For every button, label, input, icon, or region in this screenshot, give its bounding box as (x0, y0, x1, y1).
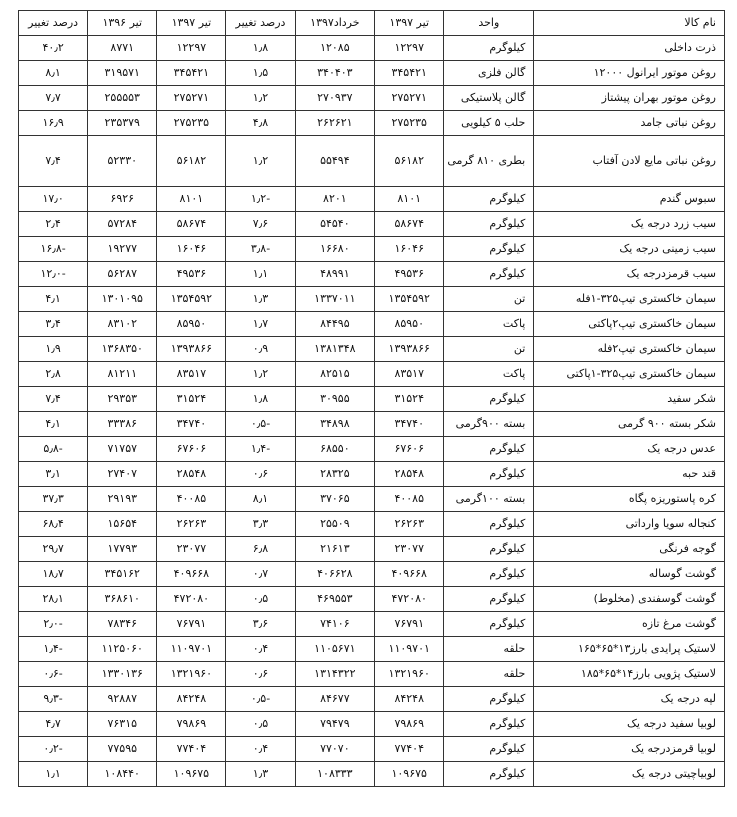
cell-monthly-change: ۳٫۶ (226, 612, 295, 637)
cell-yearly-change: ۴٫۱ (19, 287, 88, 312)
cell-price-khordad-1397: ۵۵۴۹۴ (295, 136, 375, 187)
cell-yearly-change: -۵٫۸ (19, 437, 88, 462)
cell-item-name: شکر بسته ۹۰۰ گرمی (534, 412, 725, 437)
cell-price-tir-1397-b: ۱۰۹۶۷۵ (157, 762, 226, 787)
cell-item-name: لاستیک پرایدی بارز۱۳*۶۵*۱۶۵ (534, 637, 725, 662)
header-item-name: نام کالا (534, 11, 725, 36)
cell-price-tir-1397: ۲۷۵۲۳۵ (375, 111, 444, 136)
cell-price-tir-1397-b: ۸۱۰۱ (157, 187, 226, 212)
cell-price-tir-1396: ۷۱۷۵۷ (88, 437, 157, 462)
cell-price-khordad-1397: ۸۴۶۷۷ (295, 687, 375, 712)
cell-price-tir-1397-b: ۱۲۲۹۷ (157, 36, 226, 61)
cell-price-tir-1397: ۸۵۹۵۰ (375, 312, 444, 337)
cell-price-tir-1397-b: ۷۶۷۹۱ (157, 612, 226, 637)
cell-price-tir-1397-b: ۷۹۸۶۹ (157, 712, 226, 737)
cell-item-name: لپه درجه یک (534, 687, 725, 712)
cell-item-name: عدس درجه یک (534, 437, 725, 462)
cell-price-tir-1397: ۸۴۲۴۸ (375, 687, 444, 712)
cell-unit: کیلوگرم (444, 462, 534, 487)
cell-price-tir-1396: ۲۹۱۹۳ (88, 487, 157, 512)
cell-monthly-change: ۱٫۸ (226, 36, 295, 61)
cell-price-khordad-1397: ۸۲۰۱ (295, 187, 375, 212)
cell-price-tir-1397: ۱۳۹۳۸۶۶ (375, 337, 444, 362)
cell-unit: پاکت (444, 312, 534, 337)
cell-price-tir-1396: ۹۲۸۸۷ (88, 687, 157, 712)
cell-price-tir-1396: ۱۷۷۹۳ (88, 537, 157, 562)
cell-price-khordad-1397: ۵۴۵۴۰ (295, 212, 375, 237)
cell-item-name: سیب زمینی درجه یک (534, 237, 725, 262)
cell-yearly-change: -۰٫۲ (19, 737, 88, 762)
header-monthly-change: درصد تغییر (226, 11, 295, 36)
table-row (19, 287, 725, 312)
cell-unit: کیلوگرم (444, 387, 534, 412)
cell-monthly-change: ۱٫۲ (226, 86, 295, 111)
cell-monthly-change: ۰٫۵ (226, 712, 295, 737)
cell-price-tir-1397: ۲۳۰۷۷ (375, 537, 444, 562)
cell-price-tir-1396: ۱۱۲۵۰۶۰ (88, 637, 157, 662)
cell-yearly-change: -۱۶٫۸ (19, 237, 88, 262)
cell-price-tir-1397: ۵۶۱۸۲ (375, 136, 444, 187)
cell-price-khordad-1397: ۷۴۱۰۶ (295, 612, 375, 637)
cell-price-tir-1397-b: ۲۷۵۲۷۱ (157, 86, 226, 111)
table-row (19, 387, 725, 412)
cell-unit: کیلوگرم (444, 712, 534, 737)
cell-unit: کیلوگرم (444, 237, 534, 262)
cell-yearly-change: ۱۶٫۹ (19, 111, 88, 136)
cell-price-tir-1397-b: ۱۱۰۹۷۰۱ (157, 637, 226, 662)
table-row (19, 537, 725, 562)
cell-price-tir-1396: ۲۷۴۰۷ (88, 462, 157, 487)
cell-item-name: کره پاستوریزه پگاه (534, 487, 725, 512)
cell-item-name: سیمان خاکستری تیپ۲فله (534, 337, 725, 362)
cell-price-tir-1396: ۱۵۶۵۴ (88, 512, 157, 537)
cell-unit: پاکت (444, 362, 534, 387)
cell-item-name: ذرت داخلی (534, 36, 725, 61)
cell-price-tir-1397-b: ۸۵۹۵۰ (157, 312, 226, 337)
cell-price-tir-1396: ۸۳۱۰۲ (88, 312, 157, 337)
cell-price-tir-1397-b: ۳۴۷۴۰ (157, 412, 226, 437)
cell-price-tir-1397-b: ۸۳۵۱۷ (157, 362, 226, 387)
cell-price-tir-1397: ۲۸۵۴۸ (375, 462, 444, 487)
cell-price-tir-1397-b: ۸۴۲۴۸ (157, 687, 226, 712)
cell-price-tir-1397: ۱۶۰۴۶ (375, 237, 444, 262)
cell-yearly-change: ۲٫۸ (19, 362, 88, 387)
cell-price-tir-1396: ۸۷۷۱ (88, 36, 157, 61)
cell-price-tir-1397-b: ۵۶۱۸۲ (157, 136, 226, 187)
cell-item-name: سبوس گندم (534, 187, 725, 212)
table-row (19, 437, 725, 462)
cell-unit: بسته ۱۰۰گرمی (444, 487, 534, 512)
cell-price-tir-1396: ۱۳۶۸۳۵۰ (88, 337, 157, 362)
cell-yearly-change: ۳٫۴ (19, 312, 88, 337)
cell-price-tir-1396: ۷۷۵۹۵ (88, 737, 157, 762)
cell-item-name: روغن موتور بهران پیشتاز (534, 86, 725, 111)
cell-monthly-change: ۱٫۳ (226, 287, 295, 312)
table-row (19, 187, 725, 212)
cell-price-tir-1397-b: ۳۱۵۲۴ (157, 387, 226, 412)
price-table-container (18, 10, 725, 787)
cell-price-tir-1396: ۵۲۳۳۰ (88, 136, 157, 187)
cell-price-tir-1397: ۱۲۲۹۷ (375, 36, 444, 61)
cell-price-tir-1397-b: ۳۴۵۴۲۱ (157, 61, 226, 86)
cell-unit: گالن پلاستیکی (444, 86, 534, 111)
cell-price-tir-1396: ۱۳۳۰۱۳۶ (88, 662, 157, 687)
cell-item-name: سیب قرمزدرجه یک (534, 262, 725, 287)
cell-price-tir-1397-b: ۵۸۶۷۴ (157, 212, 226, 237)
cell-yearly-change: ۴۰٫۲ (19, 36, 88, 61)
table-row (19, 212, 725, 237)
cell-monthly-change: ۶٫۸ (226, 537, 295, 562)
cell-price-tir-1397-b: ۱۳۲۱۹۶۰ (157, 662, 226, 687)
cell-yearly-change: ۴٫۱ (19, 412, 88, 437)
cell-unit: کیلوگرم (444, 262, 534, 287)
table-row (19, 111, 725, 136)
cell-price-tir-1397-b: ۴۷۲۰۸۰ (157, 587, 226, 612)
table-row (19, 262, 725, 287)
cell-price-tir-1397: ۴۷۲۰۸۰ (375, 587, 444, 612)
table-row (19, 712, 725, 737)
cell-price-tir-1397: ۴۰۰۸۵ (375, 487, 444, 512)
cell-item-name: شکر سفید (534, 387, 725, 412)
cell-unit: حلقه (444, 637, 534, 662)
cell-unit: بسته ۹۰۰گرمی (444, 412, 534, 437)
cell-unit: کیلوگرم (444, 512, 534, 537)
cell-price-tir-1396: ۸۱۲۱۱ (88, 362, 157, 387)
cell-item-name: روغن نباتی جامد (534, 111, 725, 136)
cell-yearly-change: ۱٫۹ (19, 337, 88, 362)
cell-unit: کیلوگرم (444, 562, 534, 587)
cell-monthly-change: ۰٫۷ (226, 562, 295, 587)
cell-price-khordad-1397: ۲۱۶۱۳ (295, 537, 375, 562)
cell-price-tir-1397: ۳۴۵۴۲۱ (375, 61, 444, 86)
header-tir-1397-b: تیر ۱۳۹۷ (157, 11, 226, 36)
cell-item-name: سیمان خاکستری تیپ۳۲۵-۱فله (534, 287, 725, 312)
cell-price-tir-1397-b: ۲۳۰۷۷ (157, 537, 226, 562)
cell-price-tir-1397-b: ۱۶۰۴۶ (157, 237, 226, 262)
header-row (19, 11, 725, 36)
cell-monthly-change: -۰٫۵ (226, 687, 295, 712)
cell-price-khordad-1397: ۱۳۱۴۳۲۲ (295, 662, 375, 687)
cell-price-tir-1397-b: ۲۷۵۲۳۵ (157, 111, 226, 136)
table-row (19, 562, 725, 587)
table-row (19, 687, 725, 712)
cell-monthly-change: ۰٫۶ (226, 462, 295, 487)
cell-yearly-change: ۷٫۴ (19, 387, 88, 412)
cell-price-tir-1396: ۵۶۲۸۷ (88, 262, 157, 287)
cell-price-tir-1397: ۶۷۶۰۶ (375, 437, 444, 462)
cell-monthly-change: ۱٫۷ (226, 312, 295, 337)
cell-price-tir-1396: ۲۵۵۵۵۳ (88, 86, 157, 111)
cell-price-tir-1396: ۱۰۸۴۴۰ (88, 762, 157, 787)
cell-price-tir-1397: ۲۷۵۲۷۱ (375, 86, 444, 111)
cell-yearly-change: -۲٫۰ (19, 612, 88, 637)
header-yearly-change: درصد تغییر (19, 11, 88, 36)
cell-price-tir-1397-b: ۷۷۴۰۴ (157, 737, 226, 762)
cell-monthly-change: ۳٫۳ (226, 512, 295, 537)
cell-price-tir-1397: ۳۴۷۴۰ (375, 412, 444, 437)
cell-price-tir-1396: ۳۴۵۱۶۲ (88, 562, 157, 587)
cell-yearly-change: ۷٫۷ (19, 86, 88, 111)
header-tir-1396: تیر ۱۳۹۶ (88, 11, 157, 36)
table-row (19, 36, 725, 61)
cell-yearly-change: ۶۸٫۴ (19, 512, 88, 537)
cell-item-name: گوجه فرنگی (534, 537, 725, 562)
cell-yearly-change: ۴٫۷ (19, 712, 88, 737)
table-row (19, 136, 725, 187)
cell-yearly-change: ۷٫۴ (19, 136, 88, 187)
cell-price-khordad-1397: ۳۷۰۶۵ (295, 487, 375, 512)
cell-price-tir-1396: ۵۷۲۸۴ (88, 212, 157, 237)
cell-unit: کیلوگرم (444, 587, 534, 612)
cell-price-tir-1397: ۲۶۲۶۳ (375, 512, 444, 537)
cell-price-tir-1396: ۲۳۵۳۷۹ (88, 111, 157, 136)
cell-yearly-change: ۲۹٫۷ (19, 537, 88, 562)
cell-monthly-change: ۱٫۱ (226, 262, 295, 287)
table-row (19, 612, 725, 637)
cell-price-khordad-1397: ۸۴۴۹۵ (295, 312, 375, 337)
header-tir-1397: تیر ۱۳۹۷ (375, 11, 444, 36)
cell-price-khordad-1397: ۴۰۶۶۲۸ (295, 562, 375, 587)
cell-item-name: لوبیاچیتی درجه یک (534, 762, 725, 787)
cell-price-tir-1396: ۷۸۳۴۶ (88, 612, 157, 637)
cell-monthly-change: ۱٫۲ (226, 136, 295, 187)
cell-price-tir-1397: ۵۸۶۷۴ (375, 212, 444, 237)
cell-yearly-change: ۸٫۱ (19, 61, 88, 86)
cell-yearly-change: ۱٫۱ (19, 762, 88, 787)
cell-price-khordad-1397: ۱۶۶۸۰ (295, 237, 375, 262)
cell-unit: گالن فلزی (444, 61, 534, 86)
header-khordad-1397: خرداد۱۳۹۷ (295, 11, 375, 36)
cell-monthly-change: ۰٫۵ (226, 587, 295, 612)
cell-item-name: گوشت مرغ تازه (534, 612, 725, 637)
cell-price-khordad-1397: ۳۴۸۹۸ (295, 412, 375, 437)
table-body (19, 36, 725, 787)
cell-price-khordad-1397: ۱۲۰۸۵ (295, 36, 375, 61)
price-table (18, 10, 725, 787)
cell-price-tir-1397-b: ۶۷۶۰۶ (157, 437, 226, 462)
table-row (19, 337, 725, 362)
cell-item-name: روغن نباتی مایع لادن آفتاب (534, 136, 725, 187)
cell-monthly-change: ۱٫۳ (226, 762, 295, 787)
cell-unit: حلقه (444, 662, 534, 687)
cell-price-tir-1397: ۱۳۲۱۹۶۰ (375, 662, 444, 687)
cell-price-khordad-1397: ۴۸۹۹۱ (295, 262, 375, 287)
cell-unit: کیلوگرم (444, 187, 534, 212)
table-row (19, 312, 725, 337)
cell-yearly-change: ۲۸٫۱ (19, 587, 88, 612)
table-row (19, 762, 725, 787)
cell-item-name: گوشت گوسفندی (مخلوط) (534, 587, 725, 612)
cell-item-name: لوبیا قرمزدرجه یک (534, 737, 725, 762)
cell-price-tir-1397: ۳۱۵۲۴ (375, 387, 444, 412)
cell-monthly-change: ۱٫۲ (226, 362, 295, 387)
cell-price-khordad-1397: ۴۶۹۵۵۳ (295, 587, 375, 612)
table-row (19, 512, 725, 537)
cell-item-name: سیمان خاکستری تیپ۲پاکتی (534, 312, 725, 337)
cell-item-name: لاستیک پژویی بارز۱۴*۶۵*۱۸۵ (534, 662, 725, 687)
cell-price-tir-1397: ۴۰۹۶۶۸ (375, 562, 444, 587)
cell-unit: حلب ۵ کیلویی (444, 111, 534, 136)
cell-price-tir-1396: ۱۹۲۷۷ (88, 237, 157, 262)
cell-price-tir-1396: ۶۹۲۶ (88, 187, 157, 212)
cell-price-tir-1397: ۴۹۵۳۶ (375, 262, 444, 287)
cell-price-khordad-1397: ۱۳۳۷۰۱۱ (295, 287, 375, 312)
table-row (19, 237, 725, 262)
cell-yearly-change: -۰٫۶ (19, 662, 88, 687)
cell-unit: کیلوگرم (444, 762, 534, 787)
table-row (19, 587, 725, 612)
cell-monthly-change: ۴٫۸ (226, 111, 295, 136)
table-row (19, 637, 725, 662)
table-row (19, 487, 725, 512)
cell-monthly-change: ۷٫۶ (226, 212, 295, 237)
cell-unit: کیلوگرم (444, 612, 534, 637)
cell-price-khordad-1397: ۱۱۰۵۶۷۱ (295, 637, 375, 662)
cell-unit: بطری ۸۱۰ گرمی (444, 136, 534, 187)
cell-monthly-change: ۸٫۱ (226, 487, 295, 512)
cell-price-khordad-1397: ۶۸۵۵۰ (295, 437, 375, 462)
cell-monthly-change: ۱٫۵ (226, 61, 295, 86)
cell-price-tir-1397-b: ۴۹۵۳۶ (157, 262, 226, 287)
cell-monthly-change: ۰٫۴ (226, 737, 295, 762)
cell-price-tir-1397-b: ۴۰۰۸۵ (157, 487, 226, 512)
cell-price-khordad-1397: ۱۰۸۳۳۳ (295, 762, 375, 787)
cell-price-tir-1397-b: ۱۳۹۳۸۶۶ (157, 337, 226, 362)
cell-price-tir-1397: ۱۳۵۴۵۹۲ (375, 287, 444, 312)
cell-monthly-change: ۰٫۹ (226, 337, 295, 362)
cell-price-khordad-1397: ۳۴۰۴۰۳ (295, 61, 375, 86)
table-row (19, 61, 725, 86)
cell-price-tir-1397-b: ۲۶۲۶۳ (157, 512, 226, 537)
cell-price-khordad-1397: ۳۰۹۵۵ (295, 387, 375, 412)
cell-monthly-change: -۱٫۴ (226, 437, 295, 462)
cell-yearly-change: -۹٫۳ (19, 687, 88, 712)
cell-price-khordad-1397: ۲۶۲۶۲۱ (295, 111, 375, 136)
cell-item-name: لوبیا سفید درجه یک (534, 712, 725, 737)
cell-item-name: سیب زرد درجه یک (534, 212, 725, 237)
cell-yearly-change: ۳٫۱ (19, 462, 88, 487)
cell-price-tir-1397: ۱۰۹۶۷۵ (375, 762, 444, 787)
cell-price-tir-1397: ۷۹۸۶۹ (375, 712, 444, 737)
cell-unit: کیلوگرم (444, 36, 534, 61)
cell-item-name: کنجاله سویا وارداتی (534, 512, 725, 537)
cell-unit: تن (444, 337, 534, 362)
table-row (19, 86, 725, 111)
header-unit: واحد (444, 11, 534, 36)
cell-price-tir-1396: ۲۹۳۵۳ (88, 387, 157, 412)
table-row (19, 462, 725, 487)
cell-price-tir-1396: ۳۳۳۸۶ (88, 412, 157, 437)
cell-price-tir-1397-b: ۴۰۹۶۶۸ (157, 562, 226, 587)
cell-price-tir-1397-b: ۲۸۵۴۸ (157, 462, 226, 487)
cell-yearly-change: ۱۸٫۷ (19, 562, 88, 587)
cell-monthly-change: ۱٫۸ (226, 387, 295, 412)
table-row (19, 662, 725, 687)
cell-price-tir-1396: ۱۳۰۱۰۹۵ (88, 287, 157, 312)
cell-price-khordad-1397: ۸۲۵۱۵ (295, 362, 375, 387)
cell-price-khordad-1397: ۱۳۸۱۳۴۸ (295, 337, 375, 362)
cell-unit: کیلوگرم (444, 537, 534, 562)
table-row (19, 737, 725, 762)
cell-yearly-change: ۱۷٫۰ (19, 187, 88, 212)
cell-monthly-change: ۰٫۴ (226, 637, 295, 662)
table-row (19, 362, 725, 387)
cell-price-tir-1397-b: ۱۳۵۴۵۹۲ (157, 287, 226, 312)
cell-price-khordad-1397: ۷۹۴۷۹ (295, 712, 375, 737)
cell-item-name: سیمان خاکستری تیپ۳۲۵-۱پاکتی (534, 362, 725, 387)
cell-price-khordad-1397: ۲۵۵۰۹ (295, 512, 375, 537)
cell-price-khordad-1397: ۲۷۰۹۳۷ (295, 86, 375, 111)
cell-monthly-change: -۰٫۵ (226, 412, 295, 437)
cell-price-tir-1397: ۷۷۴۰۴ (375, 737, 444, 762)
cell-price-khordad-1397: ۲۸۳۲۵ (295, 462, 375, 487)
cell-unit: کیلوگرم (444, 737, 534, 762)
cell-unit: تن (444, 287, 534, 312)
cell-price-tir-1397: ۸۳۵۱۷ (375, 362, 444, 387)
cell-yearly-change: -۱۲٫۰ (19, 262, 88, 287)
cell-price-tir-1396: ۷۶۳۱۵ (88, 712, 157, 737)
cell-yearly-change: ۲٫۴ (19, 212, 88, 237)
cell-price-khordad-1397: ۷۷۰۷۰ (295, 737, 375, 762)
cell-item-name: قند حبه (534, 462, 725, 487)
cell-unit: کیلوگرم (444, 212, 534, 237)
cell-price-tir-1396: ۳۱۹۵۷۱ (88, 61, 157, 86)
cell-unit: کیلوگرم (444, 687, 534, 712)
cell-item-name: روغن موتور ایرانول ۱۲۰۰۰ (534, 61, 725, 86)
cell-monthly-change: -۳٫۸ (226, 237, 295, 262)
cell-price-tir-1396: ۳۶۸۶۱۰ (88, 587, 157, 612)
cell-item-name: گوشت گوساله (534, 562, 725, 587)
cell-yearly-change: ۳۷٫۳ (19, 487, 88, 512)
cell-monthly-change: ۰٫۶ (226, 662, 295, 687)
cell-price-tir-1397: ۸۱۰۱ (375, 187, 444, 212)
cell-price-tir-1397: ۷۶۷۹۱ (375, 612, 444, 637)
cell-unit: کیلوگرم (444, 437, 534, 462)
cell-monthly-change: -۱٫۲ (226, 187, 295, 212)
cell-yearly-change: -۱٫۴ (19, 637, 88, 662)
table-row (19, 412, 725, 437)
cell-price-tir-1397: ۱۱۰۹۷۰۱ (375, 637, 444, 662)
